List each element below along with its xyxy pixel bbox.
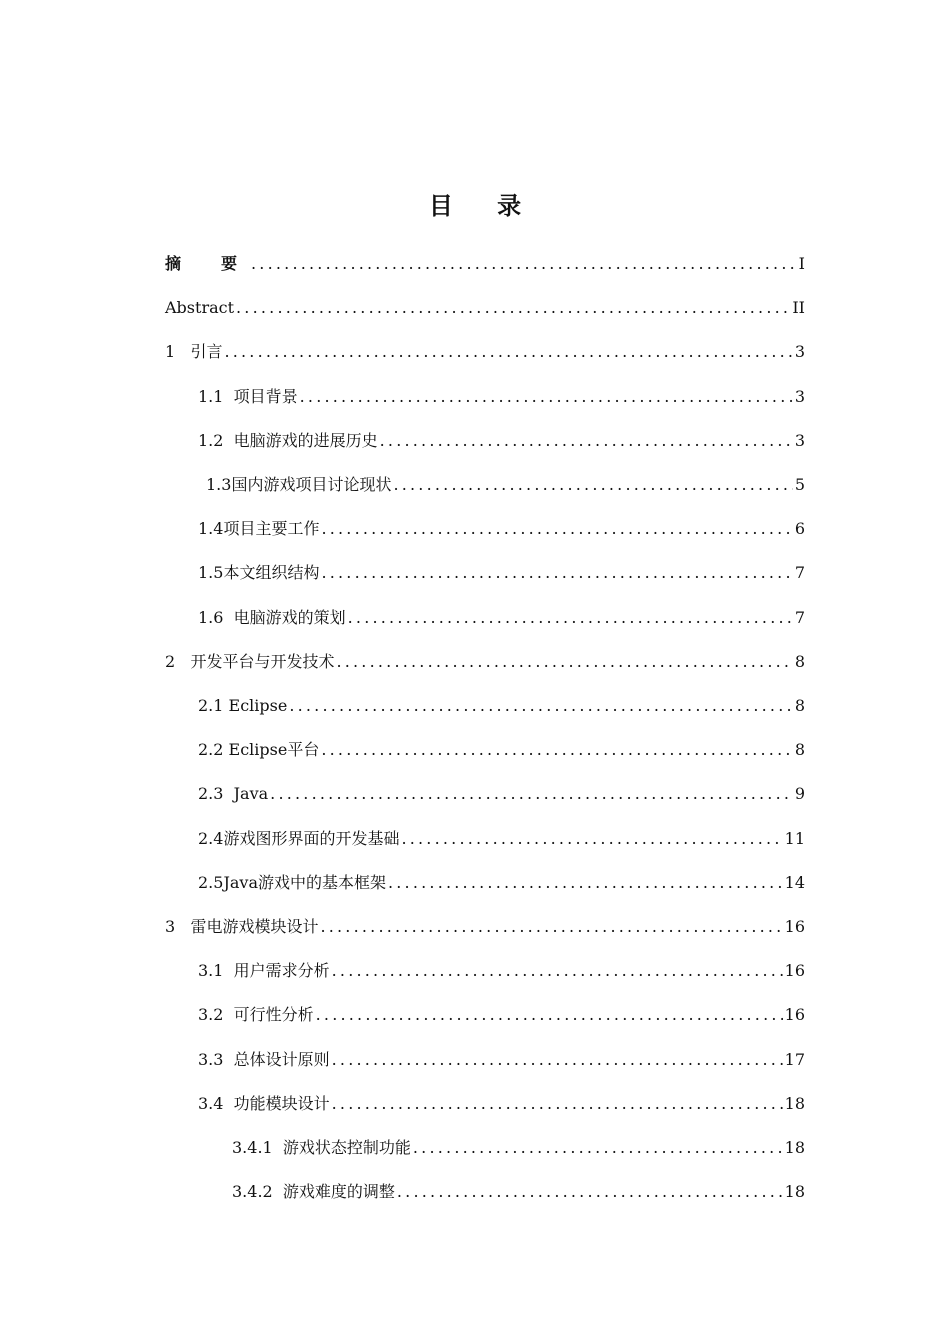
toc-entry-label: 1.3国内游戏项目讨论现状 (206, 475, 392, 494)
toc-entry-label: 3 雷电游戏模块设计 (165, 917, 319, 936)
toc-dot-leader (289, 696, 792, 716)
toc-dot-leader (321, 563, 792, 583)
toc-dot-leader (251, 254, 797, 274)
toc-entry-label: 2.1 Eclipse (198, 696, 288, 715)
toc-entry-page-number: 6 (794, 519, 805, 539)
toc-entry-label: 1.1 项目背景 (198, 386, 298, 406)
toc-entry-label: 3.3 总体设计原则 (198, 1049, 330, 1069)
toc-entry[interactable] (198, 1040, 805, 1070)
toc-dot-leader (388, 873, 783, 893)
toc-entry-page-number: 8 (794, 696, 805, 715)
toc-entry-label: 2 开发平台与开发技术 (165, 651, 335, 671)
toc-entry-page-number: 18 (784, 1093, 805, 1113)
toc-entry[interactable] (198, 730, 805, 760)
toc-entry-label: 3.4.1 游戏状态控制功能 (232, 1138, 411, 1157)
toc-entry[interactable] (198, 686, 805, 716)
toc-entry-page-number: 11 (784, 828, 805, 848)
toc-entry[interactable] (198, 509, 805, 539)
toc-entry-page-number: 3 (794, 342, 805, 362)
toc-entry[interactable] (198, 553, 805, 583)
toc-entry[interactable] (198, 995, 805, 1025)
toc-dot-leader (413, 1138, 783, 1158)
toc-entry-label: 2.3 Java (198, 784, 269, 804)
toc-dot-leader (401, 829, 782, 849)
toc-entry-page-number: 8 (794, 740, 805, 760)
toc-entry-label: 1.5本文组织结构 (198, 563, 320, 583)
toc-entry-label: 3.4 功能模块设计 (198, 1093, 330, 1113)
toc-dot-leader (236, 298, 790, 318)
toc-entry-label: 2.5Java游戏中的基本框架 (198, 872, 386, 892)
toc-entry[interactable] (198, 774, 805, 804)
toc-entry[interactable] (198, 819, 805, 849)
toc-entry-label: 3.4.2 游戏难度的调整 (232, 1182, 395, 1202)
toc-entry-page-number: 8 (794, 651, 805, 671)
toc-dot-leader (332, 1094, 783, 1114)
toc-entry-label: Abstract (165, 298, 235, 318)
toc-entry-page-number: 18 (784, 1138, 805, 1157)
toc-entry-page-number: 9 (794, 784, 805, 804)
toc-dot-leader (393, 475, 792, 495)
toc-entry-label: 1.6 电脑游戏的策划 (198, 607, 346, 627)
toc-dot-leader (321, 519, 792, 539)
toc-entry-page-number: 16 (784, 1005, 805, 1025)
toc-entry[interactable] (232, 1172, 805, 1202)
toc-dot-leader (348, 608, 793, 628)
toc-entry[interactable] (198, 598, 805, 628)
toc-entry-label: 1 引言 (165, 342, 223, 362)
toc-entry-page-number: I (798, 254, 805, 273)
toc-entry-label: 1.2 电脑游戏的进展历史 (198, 430, 378, 450)
toc-dot-leader (380, 431, 793, 451)
toc-entry[interactable] (165, 907, 805, 937)
toc-entry[interactable] (198, 1084, 805, 1114)
toc-entry[interactable] (206, 465, 805, 495)
toc-entry[interactable] (198, 863, 805, 893)
toc-entry-page-number: 16 (784, 917, 805, 936)
toc-dot-leader (321, 740, 792, 760)
toc-entry[interactable] (165, 288, 805, 318)
toc-entry-page-number: 18 (784, 1182, 805, 1202)
toc-entry-label: 摘 要 (165, 254, 250, 273)
toc-entry-page-number: 17 (784, 1049, 805, 1069)
toc-dot-leader (224, 342, 792, 362)
toc-entry[interactable] (165, 642, 805, 672)
toc-dot-leader (332, 1050, 783, 1070)
toc-entry-label: 1.4项目主要工作 (198, 519, 320, 539)
toc-entry[interactable] (198, 421, 805, 451)
toc-entry-label: 3.2 可行性分析 (198, 1005, 314, 1025)
toc-dot-leader (320, 917, 782, 937)
toc-entry[interactable] (198, 377, 805, 407)
toc-entry-label: 2.2 Eclipse平台 (198, 740, 320, 760)
toc-dot-leader (397, 1182, 783, 1202)
toc-dot-leader (300, 387, 793, 407)
toc-dot-leader (316, 1005, 783, 1025)
toc-entry[interactable] (198, 951, 805, 981)
toc-entry-page-number: 5 (794, 475, 805, 494)
toc-entry[interactable] (165, 244, 805, 274)
toc-entry-page-number: 3 (794, 430, 805, 450)
toc-entry-page-number: 7 (794, 607, 805, 627)
toc-entry-label: 2.4游戏图形界面的开发基础 (198, 828, 400, 848)
toc-dot-leader (332, 961, 783, 981)
toc-entry-page-number: 3 (794, 386, 805, 406)
toc-entry-label: 3.1 用户需求分析 (198, 961, 330, 981)
toc-entry-page-number: 16 (784, 961, 805, 981)
toc-dot-leader (336, 652, 792, 672)
toc-entry-page-number: II (792, 298, 805, 318)
toc-entry-page-number: 14 (784, 872, 805, 892)
page-title: 目 录 (428, 192, 540, 220)
toc-entry[interactable] (165, 332, 805, 362)
toc-entry-page-number: 7 (794, 563, 805, 583)
toc-dot-leader (270, 784, 793, 804)
toc-entry[interactable] (232, 1128, 805, 1158)
